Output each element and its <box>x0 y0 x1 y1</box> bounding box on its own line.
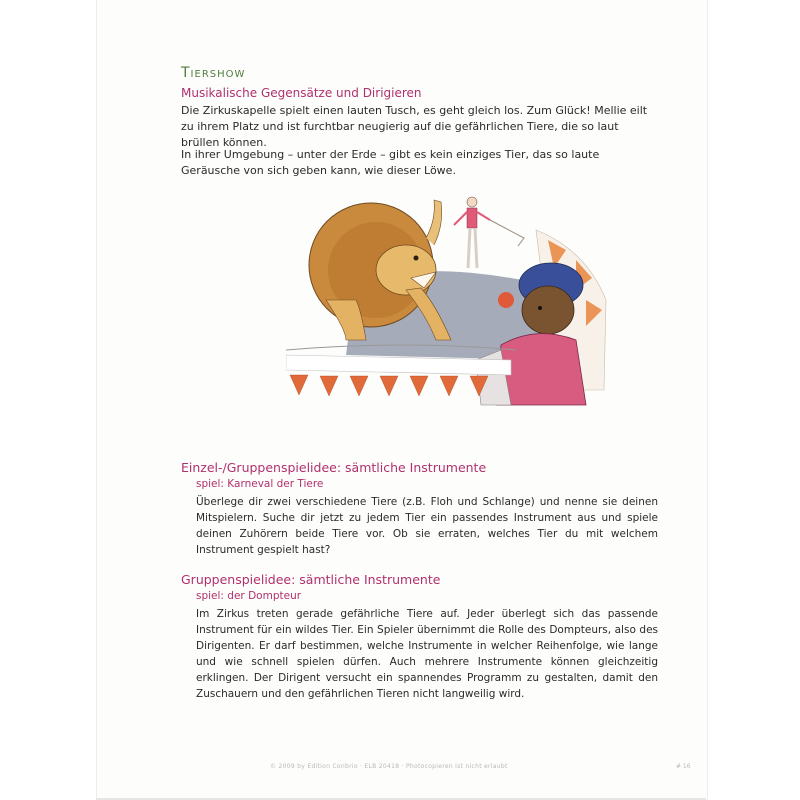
section2-subheading: spiel: der Dompteur <box>196 590 302 602</box>
section2-heading: Gruppenspielidee: sämtliche Instrumente <box>181 572 441 587</box>
section1-body: Überlege dir zwei verschiedene Tiere (z.B. Floh und Schlange) und nenne sie deinen Mitspielern. Suche dir jetzt zu jedem Tier ein passendes Instrument aus und spiele deinen Zuhörern beide Tiere vor. Ob sie erraten, welches Tier du mit welchem Instrument gespielt hast? <box>196 496 658 556</box>
page-subtitle: Musikalische Gegensätze und Dirigieren <box>181 86 422 100</box>
copyright-footer: © 2009 by Edition Conbrio · ELB 20418 · Photocopieren ist nicht erlaubt <box>270 763 508 770</box>
lion-figure <box>309 200 451 340</box>
page-title: Tiershow <box>181 65 246 81</box>
circus-illustration <box>286 190 616 420</box>
ringmaster-figure <box>454 197 524 268</box>
page-number: # 16 <box>676 763 691 770</box>
section1-subheading: spiel: Karneval der Tiere <box>196 478 324 490</box>
intro-paragraph-2: In ihrer Umgebung – unter der Erde – gibt es kein einziges Tier, das so laute Geräusche von sich geben kann, wie dieser Löwe. <box>181 148 600 177</box>
section2-body: Im Zirkus treten gerade gefährliche Tiere auf. Jeder überlegt sich das passende Instrument für ein wildes Tier. Ein Spieler übernimmt die Rolle des Dompteurs, also des Dirigenten. Er darf bestimmen, welche Instrumente in welcher Reihenfolge, wie lange und wie schnell spielen dürfen. Auch mehrere Instrumente können gleichzeitig erklingen. Der Dirigent versucht ein spannendes Programm zu gestalten, damit den Zuschauern und den gefährlichen Tieren nicht langweilig wird. <box>196 608 658 700</box>
section1-heading: Einzel-/Gruppenspielidee: sämtliche Instrumente <box>181 460 487 475</box>
intro-paragraph-1: Die Zirkuskapelle spielt einen lauten Tusch, es geht gleich los. Zum Glück! Mellie eilt zu ihrem Platz und ist furchtbar neugierig auf die gefährlichen Tiere, die so laut brüllen können. <box>181 104 648 149</box>
